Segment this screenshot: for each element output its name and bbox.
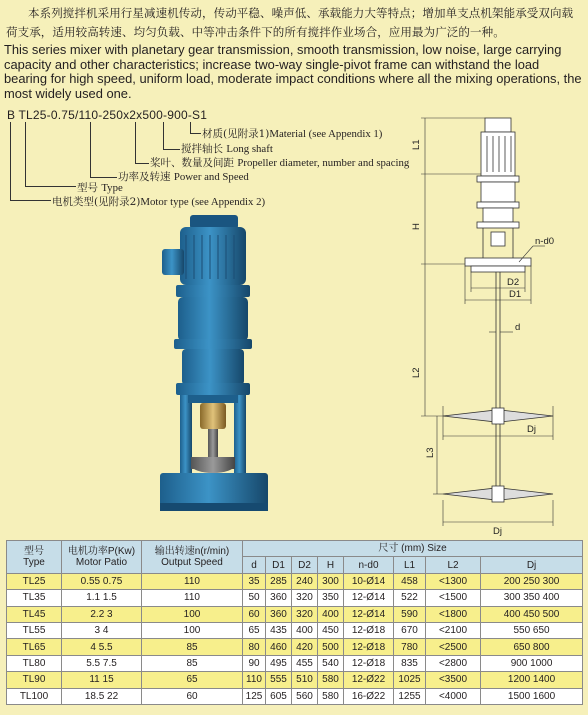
table-cell: 900 1000	[481, 655, 583, 671]
table-cell: 110	[142, 573, 243, 589]
table-cell: <2500	[426, 639, 481, 655]
intro-english: This series mixer with planetary gear transmission, smooth transmission, low noise, large carrying capacity and other characteristics; increase two-way single-pivot frame can withstand the load bearing for high speed, uniform load, moderate impact conditions where all the mixing operations, the most widely used one.	[4, 42, 582, 101]
table-cell: 11 15	[62, 672, 142, 688]
dim-dj-bottom: Dj	[493, 526, 502, 537]
table-cell: 65	[142, 672, 243, 688]
table-cell: 560	[292, 688, 318, 704]
table-cell: 1200 1400	[481, 672, 583, 688]
table-cell: TL35	[7, 590, 62, 606]
dim-l3: L3	[425, 447, 436, 458]
table-cell: 12-Ø22	[344, 672, 394, 688]
table-cell: 0.55 0.75	[62, 573, 142, 589]
table-cell: 1500 1600	[481, 688, 583, 704]
table-cell: 285	[266, 573, 292, 589]
legend-motor: 电机类型(见附录2)Motor type (see Appendix 2)	[52, 196, 266, 208]
mixer-product-photo	[150, 215, 270, 515]
table-cell: 1255	[394, 688, 426, 704]
table-cell: TL80	[7, 655, 62, 671]
dim-l1: L1	[411, 139, 422, 150]
table-cell: <2100	[426, 622, 481, 638]
table-cell: <2800	[426, 655, 481, 671]
table-cell: TL55	[7, 622, 62, 638]
table-cell: 435	[266, 622, 292, 638]
legend-power: 功率及转速 Power and Speed	[118, 171, 249, 183]
dim-d1: D1	[509, 289, 522, 300]
table-cell: TL90	[7, 672, 62, 688]
header-d: d	[243, 557, 266, 573]
table-cell: TL25	[7, 573, 62, 589]
dim-n-d0: n-d0	[535, 236, 555, 247]
table-cell: 670	[394, 622, 426, 638]
table-cell: 780	[394, 639, 426, 655]
header-h: H	[318, 557, 344, 573]
table-cell: 540	[318, 655, 344, 671]
table-cell: 100	[142, 622, 243, 638]
header-size-group: 尺寸 (mm) Size	[243, 541, 583, 557]
table-row	[7, 622, 583, 638]
table-cell: 12-Ø18	[344, 622, 394, 638]
model-code: B TL25-0.75/110-250x2x500-900-S1	[7, 108, 208, 122]
table-cell: 50	[243, 590, 266, 606]
table-row	[7, 590, 583, 606]
table-cell: 90	[243, 655, 266, 671]
dim-l2: L2	[411, 367, 422, 378]
table-row	[7, 688, 583, 704]
table-cell: 35	[243, 573, 266, 589]
table-cell: 455	[292, 655, 318, 671]
intro-chinese: 本系列搅拌机采用行星减速机传动，传动平稳、噪声低、承载能力大等特点；增加单支点机架能承受双向载荷支承，适用较高转速、均匀负载、中等冲击条件下的所有搅拌作业场合，应用最为广泛的一种。	[6, 6, 574, 39]
table-cell: 510	[292, 672, 318, 688]
table-cell: <4000	[426, 688, 481, 704]
table-cell: 16-Ø22	[344, 688, 394, 704]
header-dj: Dj	[481, 557, 583, 573]
table-cell: 1.1 1.5	[62, 590, 142, 606]
legend-propeller: 桨叶、数量及间距 Propeller diameter, number and spacing	[150, 157, 410, 169]
table-cell: 240	[292, 573, 318, 589]
table-cell: 522	[394, 590, 426, 606]
leader-power	[90, 122, 117, 178]
header-speed: 输出转速n(r/min) Output Speed	[142, 541, 243, 574]
table-cell: 2.2 3	[62, 606, 142, 622]
table-cell: TL100	[7, 688, 62, 704]
spec-table	[6, 540, 582, 705]
dim-h: H	[411, 223, 422, 230]
table-cell: <3500	[426, 672, 481, 688]
table-cell: 110	[142, 590, 243, 606]
table-cell: 360	[266, 606, 292, 622]
table-cell: 125	[243, 688, 266, 704]
table-cell: 200 250 300	[481, 573, 583, 589]
dim-d2: D2	[507, 277, 520, 288]
table-cell: 85	[142, 655, 243, 671]
table-cell: 550 650	[481, 622, 583, 638]
table-cell: <1800	[426, 606, 481, 622]
table-cell: <1300	[426, 573, 481, 589]
table-cell: 12-Ø18	[344, 639, 394, 655]
table-cell: 5.5 7.5	[62, 655, 142, 671]
table-cell: 580	[318, 688, 344, 704]
header-d2: D2	[292, 557, 318, 573]
table-cell: <1500	[426, 590, 481, 606]
table-cell: 555	[266, 672, 292, 688]
table-row	[7, 655, 583, 671]
technical-drawing	[395, 110, 585, 540]
dim-dj-top: Dj	[527, 424, 536, 435]
table-cell: 400 450 500	[481, 606, 583, 622]
table-row	[7, 639, 583, 655]
header-l1: L1	[394, 557, 426, 573]
leader-motor	[10, 122, 51, 201]
table-header-row	[7, 541, 583, 557]
legend-material: 材质(见附录1)Material (see Appendix 1)	[202, 128, 383, 140]
table-cell: 350	[318, 590, 344, 606]
table-cell: 100	[142, 606, 243, 622]
table-cell: 420	[292, 639, 318, 655]
table-cell: 300 350 400	[481, 590, 583, 606]
header-type: 型号 Type	[7, 541, 62, 574]
table-cell: TL45	[7, 606, 62, 622]
leader-propeller	[135, 122, 149, 164]
table-row	[7, 672, 583, 688]
table-cell: 80	[243, 639, 266, 655]
table-cell: 360	[266, 590, 292, 606]
legend-type: 型号 Type	[77, 182, 123, 194]
header-l2: L2	[426, 557, 481, 573]
table-cell: 450	[318, 622, 344, 638]
table-cell: 12-Ø14	[344, 590, 394, 606]
table-cell: 835	[394, 655, 426, 671]
table-cell: 605	[266, 688, 292, 704]
table-cell: 580	[318, 672, 344, 688]
table-cell: 3 4	[62, 622, 142, 638]
table-cell: 300	[318, 573, 344, 589]
leader-shaft	[163, 122, 180, 150]
table-cell: 110	[243, 672, 266, 688]
table-cell: 1025	[394, 672, 426, 688]
header-d1: D1	[266, 557, 292, 573]
table-cell: 590	[394, 606, 426, 622]
table-cell: 650 800	[481, 639, 583, 655]
table-cell: 60	[142, 688, 243, 704]
table-cell: 460	[266, 639, 292, 655]
table-cell: 500	[318, 639, 344, 655]
table-cell: 85	[142, 639, 243, 655]
table-cell: 320	[292, 606, 318, 622]
legend-shaft: 搅拌轴长 Long shaft	[181, 143, 273, 155]
table-cell: 400	[292, 622, 318, 638]
header-n-d0: n-d0	[344, 557, 394, 573]
table-cell: 458	[394, 573, 426, 589]
table-cell: 320	[292, 590, 318, 606]
table-row	[7, 606, 583, 622]
table-cell: 400	[318, 606, 344, 622]
dim-d: d	[515, 322, 521, 333]
table-cell: 12-Ø18	[344, 655, 394, 671]
table-row	[7, 573, 583, 589]
table-cell: 4 5.5	[62, 639, 142, 655]
table-cell: 65	[243, 622, 266, 638]
header-power: 电机功率P(Kw) Motor Patio	[62, 541, 142, 574]
table-cell: TL65	[7, 639, 62, 655]
table-cell: 60	[243, 606, 266, 622]
leader-material	[190, 122, 201, 134]
table-cell: 12-Ø14	[344, 606, 394, 622]
table-cell: 18.5 22	[62, 688, 142, 704]
table-cell: 10-Ø14	[344, 573, 394, 589]
table-cell: 495	[266, 655, 292, 671]
